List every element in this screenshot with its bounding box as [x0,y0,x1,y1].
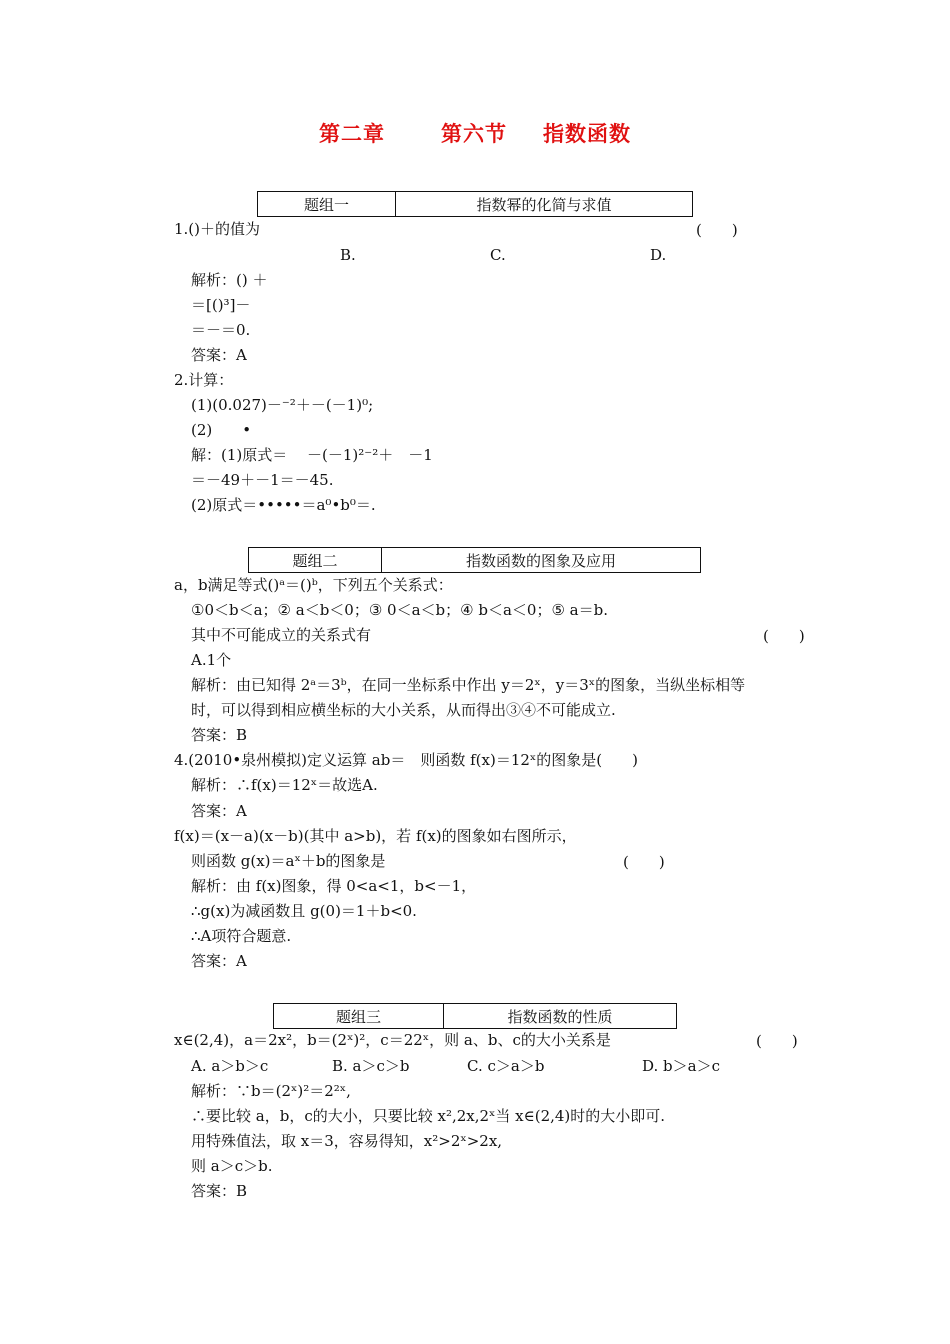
group-header-3 [273,1003,677,1029]
page-title [0,118,950,148]
question-5: f(x)＝(x－a)(x－b)(其中 a>b)，若 f(x)的图象如右图所示， [174,827,577,845]
sub-question: (1)(0.027)－⁻²＋－(－1)⁰; [191,396,374,414]
answer-line: 答案：A [191,802,247,820]
group-topic: 指数幂的化简与求值 [476,195,612,214]
question-2: 2.计算： [174,371,234,389]
solution-line: 解析：() ＋ [191,271,268,289]
sub-question: (2) • [191,421,252,439]
option-b: B. [340,246,356,264]
solution-line: 时，可以得到相应横坐标的大小关系，从而得出③④不可能成立. [191,701,616,719]
section-title: 第六节 [441,121,507,146]
group-header-2 [248,547,701,573]
solution-line: 解：(1)原式＝ －(－1)²⁻²＋ －1 [191,446,433,464]
solution-line: ∴g(x)为减函数且 g(0)＝1＋b<0. [191,902,417,920]
answer-paren: ( ) [623,853,665,871]
group-name: 题组三 [274,1004,444,1028]
group-name: 题组一 [258,192,396,216]
option-c: C. c＞a＞b [467,1057,545,1075]
solution-line: ＝－＝0. [191,321,251,339]
relations-list: ①0＜b＜a；② a＜b＜0；③ 0＜a＜b；④ b＜a＜0；⑤ a＝b. [191,601,608,619]
solution-line: ∴A项符合题意. [191,927,292,945]
solution-line: (2)原式＝•••••＝a⁰•b⁰＝. [191,496,376,514]
chapter-title: 第二章 [319,121,385,146]
option-b: B. a＞c＞b [332,1057,410,1075]
group-header-1 [257,191,693,217]
question-4: 4.(2010•泉州模拟)定义运算 ab＝ 则函数 f(x)＝12ˣ的图象是( ) [174,751,638,769]
solution-line: 解析：∵b＝(2ˣ)²＝2²ˣ, [191,1082,351,1100]
solution-line: ∴要比较 a，b，c的大小，只要比较 x²,2x,2ˣ当 x∈(2,4)时的大小即可. [191,1107,666,1125]
group-topic: 指数函数的图象及应用 [465,551,616,570]
answer-paren: ( ) [696,221,738,239]
group-topic: 指数函数的性质 [507,1007,613,1026]
question-line: 其中不可能成立的关系式有 [191,626,372,644]
solution-line: 解析：∴f(x)＝12ˣ＝故选A. [191,776,378,794]
answer-line: 答案：B [191,726,248,744]
solution-line: 用特殊值法，取 x＝3，容易得知，x²>2ˣ>2x, [191,1132,503,1150]
topic-title: 指数函数 [543,121,631,146]
answer-paren: ( ) [763,627,805,645]
option-a: A.1个 [191,651,232,669]
solution-line: ＝[()³]－ [191,296,251,314]
answer-line: 答案：A [191,346,247,364]
answer-line: 答案：A [191,952,247,970]
group-name: 题组二 [249,548,382,572]
option-c: C. [490,246,506,264]
option-a: A. a＞b＞c [191,1057,269,1075]
option-d: D. b＞a＞c [642,1057,720,1075]
answer-paren: ( ) [756,1032,798,1050]
question-6: x∈(2,4)，a＝2x²，b＝(2ˣ)²，c＝22ˣ，则 a、b、c的大小关系是 [174,1031,611,1049]
answer-line: 答案：B [191,1182,248,1200]
solution-line: 则 a＞c＞b. [191,1157,273,1175]
solution-line: 解析：由已知得 2ᵃ＝3ᵇ，在同一坐标系中作出 y＝2ˣ，y＝3ˣ的图象，当纵坐标相等 [191,676,746,694]
solution-line: ＝－49＋－1＝－45. [191,471,334,489]
option-d: D. [650,246,667,264]
solution-line: 解析：由 f(x)图象，得 0<a<1，b<－1， [191,877,477,895]
question-line: 则函数 g(x)＝aˣ＋b的图象是 [191,852,386,870]
question-3: a，b满足等式()ᵃ＝()ᵇ，下列五个关系式： [174,576,453,594]
question-1: 1.()＋的值为 [174,220,261,238]
